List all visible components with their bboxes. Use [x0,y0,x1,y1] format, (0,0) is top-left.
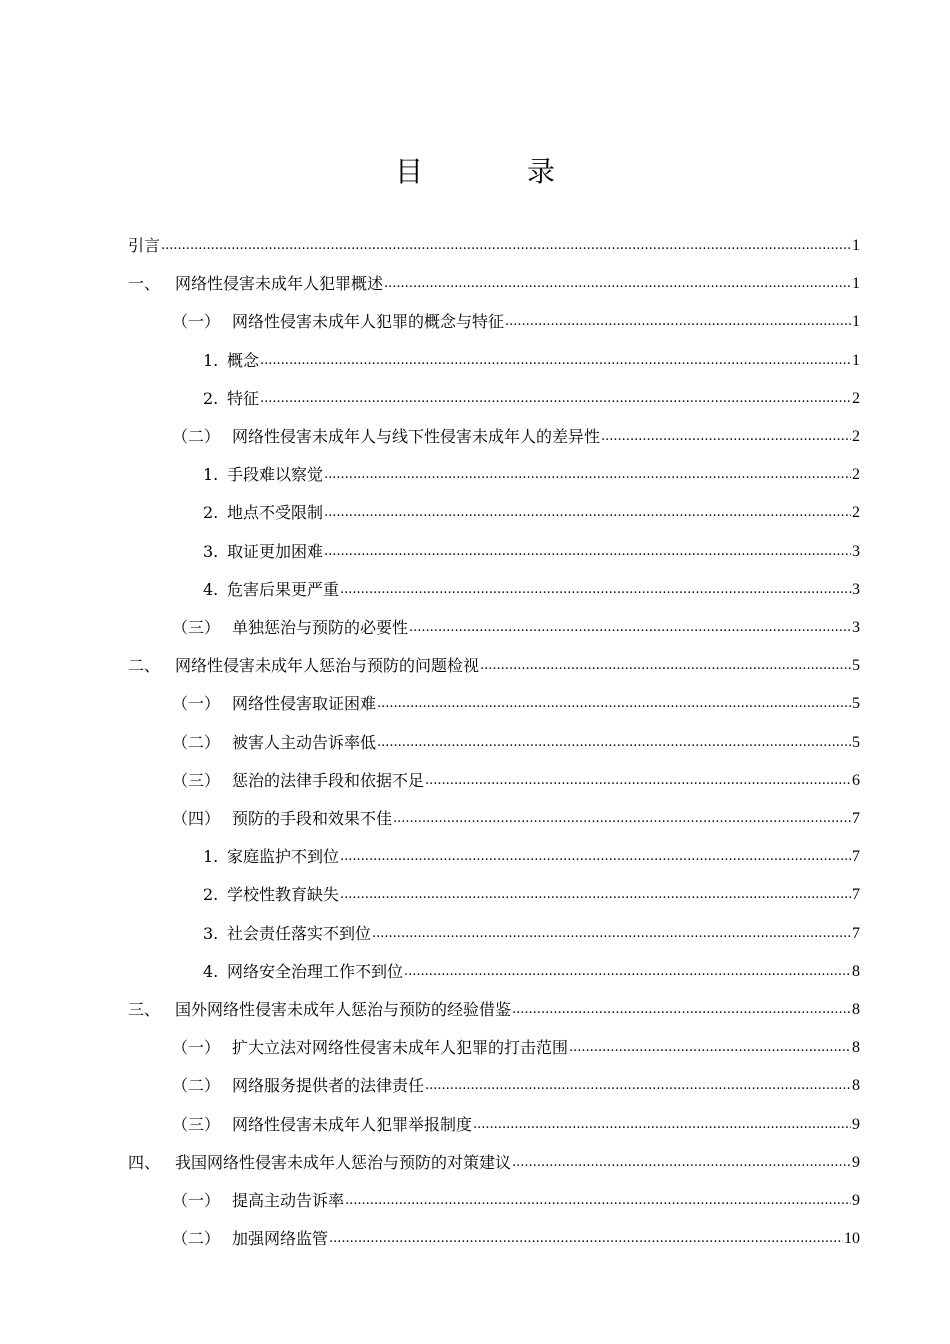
toc-entry-number: 1. [203,465,219,485]
toc-entry[interactable] [128,638,860,676]
toc-entry-title: 地点不受限制 [227,503,324,523]
toc-entry-number: 2. [203,503,219,523]
toc-entry-number: （一） [172,1191,221,1210]
toc-entry-page-number: 1 [852,275,860,293]
toc-entry[interactable] [172,715,860,753]
toc-entry[interactable] [203,906,860,944]
toc-leader-dots [329,1231,843,1247]
toc-entry-page-number: 8 [852,1039,860,1057]
toc-entry[interactable] [172,1020,860,1058]
toc-entry-title: 社会责任落实不到位 [227,923,372,943]
toc-entry-number: （二） [172,732,221,752]
toc-entry-number: 二、 [128,656,161,676]
toc-entry[interactable] [172,600,860,638]
toc-entry[interactable] [128,1135,860,1173]
toc-leader-dots [425,773,851,789]
toc-leader-dots [324,467,851,483]
toc-entry-title: 网络性侵害未成年人犯罪的概念与特征 [232,312,505,332]
toc-entry[interactable] [203,562,860,600]
toc-entry-page-number: 2 [852,389,860,407]
toc-entry-number: （四） [172,809,221,828]
toc-leader-dots [601,429,851,445]
toc-entry-page-number: 10 [844,1230,860,1248]
toc-entry-number: 三、 [128,1000,161,1019]
toc-entry-title: 取证更加困难 [227,541,324,561]
toc-entry-title: 学校性教育缺失 [227,885,340,905]
toc-entry-title: 危害后果更严重 [227,579,340,599]
toc-entry[interactable] [172,1058,860,1096]
toc-entry-title: 网络性侵害未成年人犯罪概述 [175,274,384,294]
toc-entry-number: （三） [172,1114,221,1134]
toc-entry-page-number: 1 [852,237,860,254]
toc-leader-dots [569,1040,851,1056]
toc-entry-page-number: 7 [852,810,860,827]
toc-entry-page-number: 8 [852,1001,860,1018]
toc-entry-number: 3. [203,541,219,561]
toc-entry-title: 引言 [128,236,161,255]
toc-entry-number: （二） [172,427,221,446]
toc-entry-number: （二） [172,1076,221,1096]
toc-leader-dots [324,505,851,521]
toc-leader-dots [473,1117,851,1133]
toc-entry-page-number: 9 [852,1192,860,1209]
toc-leader-dots [512,1155,851,1171]
toc-entry-number: 2. [203,885,219,905]
toc-entry-title: 概念 [227,350,260,370]
toc-leader-dots [260,353,851,369]
toc-entry[interactable] [172,753,860,791]
toc-leader-dots [324,544,851,560]
toc-entry-page-number: 5 [852,695,860,713]
toc-entry-number: 一、 [128,274,161,294]
toc-entry[interactable] [203,447,860,485]
toc-leader-dots [377,735,851,751]
toc-entry-page-number: 1 [852,351,860,369]
toc-leader-dots [340,887,851,903]
toc-entry-number: （一） [172,312,221,332]
toc-entry-page-number: 7 [852,924,860,942]
toc-entry-number: 4. [203,961,219,981]
toc-entry-title: 网络性侵害取证困难 [232,694,377,714]
toc-entry-page-number: 3 [852,580,860,598]
toc-entry-page-number: 5 [852,733,860,751]
toc-entry-title: 网络安全治理工作不到位 [227,961,404,981]
toc-entry-title: 手段难以察觉 [227,465,324,485]
toc-entry-number: 四、 [128,1152,161,1172]
toc-entry-number: 1. [203,350,219,370]
toc-entry-title: 特征 [227,388,260,408]
toc-entry-number: （三） [172,618,221,637]
toc-leader-dots [372,926,851,942]
toc-entry-page-number: 2 [852,504,860,522]
toc-leader-dots [340,849,851,865]
toc-entry[interactable] [203,485,860,523]
toc-entry-title: 加强网络监管 [232,1229,329,1249]
toc-leader-dots [345,1193,851,1209]
toc-entry[interactable] [203,944,860,982]
toc-entry[interactable] [128,256,860,294]
toc-entry-title: 网络性侵害未成年人与线下性侵害未成年人的差异性 [232,427,601,446]
toc-entry-number: 4. [203,579,219,599]
toc-entry-page-number: 6 [852,771,860,789]
toc-leader-dots [260,391,851,407]
toc-entry[interactable] [172,1173,860,1211]
toc-entry-page-number: 3 [852,619,860,636]
toc-entry-title: 网络服务提供者的法律责任 [232,1076,425,1096]
toc-entry-title: 被害人主动告诉率低 [232,732,377,752]
toc-entry-page-number: 7 [852,848,860,866]
toc-entry-title: 提高主动告诉率 [232,1191,345,1210]
toc-leader-dots [404,964,851,980]
toc-entry-number: （二） [172,1229,221,1249]
toc-entry-title: 网络性侵害未成年人惩治与预防的问题检视 [175,656,480,676]
toc-leader-dots [161,238,851,254]
toc-entry[interactable] [172,791,860,829]
toc-entry-title: 网络性侵害未成年人犯罪举报制度 [232,1114,473,1134]
toc-entry-title: 我国网络性侵害未成年人惩治与预防的对策建议 [175,1152,512,1172]
toc-entry[interactable] [128,218,860,256]
toc-entry-title: 家庭监护不到位 [227,847,340,867]
toc-leader-dots [409,620,851,636]
toc-entry-page-number: 2 [852,466,860,484]
toc-leader-dots [480,658,851,674]
toc-entry-number: （一） [172,1038,221,1058]
toc-entry-page-number: 9 [852,1153,860,1171]
toc-entry-number: 3. [203,923,219,943]
toc-title: 目 录 [394,155,593,188]
toc-entry[interactable] [172,1097,860,1135]
toc-entry-page-number: 8 [852,962,860,980]
toc-entry[interactable] [203,333,860,371]
toc-leader-dots [505,314,851,330]
toc-leader-dots [377,696,851,712]
toc-entry-title: 扩大立法对网络性侵害未成年人犯罪的打击范围 [232,1038,569,1058]
toc-leader-dots [393,811,851,827]
toc-entry[interactable] [172,676,860,714]
toc-entry[interactable] [203,524,860,562]
toc-entry-page-number: 3 [852,542,860,560]
toc-entry-page-number: 1 [852,313,860,331]
toc-entry[interactable] [203,867,860,905]
toc-entry-title: 国外网络性侵害未成年人惩治与预防的经验借鉴 [175,1000,512,1019]
toc-leader-dots [425,1078,851,1094]
toc-entry-number: 2. [203,388,219,408]
toc-entry[interactable] [203,371,860,409]
toc-entry[interactable] [172,1211,860,1249]
toc-leader-dots [512,1002,851,1018]
toc-entry-title: 单独惩治与预防的必要性 [232,618,409,637]
toc-entry-number: 1. [203,847,219,867]
toc-entry[interactable] [128,982,860,1020]
toc-entry-title: 惩治的法律手段和依据不足 [232,770,425,790]
toc-entry[interactable] [172,409,860,447]
toc-entry-title: 预防的手段和效果不佳 [232,809,393,828]
toc-entry-page-number: 9 [852,1115,860,1133]
toc-entry-page-number: 7 [852,886,860,904]
toc-entry[interactable] [172,294,860,332]
toc-entry-page-number: 5 [852,657,860,675]
toc-entry-number: （一） [172,694,221,714]
toc-entry-page-number: 2 [852,428,860,445]
toc-entry-number: （三） [172,770,221,790]
toc-entry-page-number: 8 [852,1077,860,1095]
toc-entry[interactable] [203,829,860,867]
toc-leader-dots [340,582,851,598]
toc-leader-dots [384,276,851,292]
